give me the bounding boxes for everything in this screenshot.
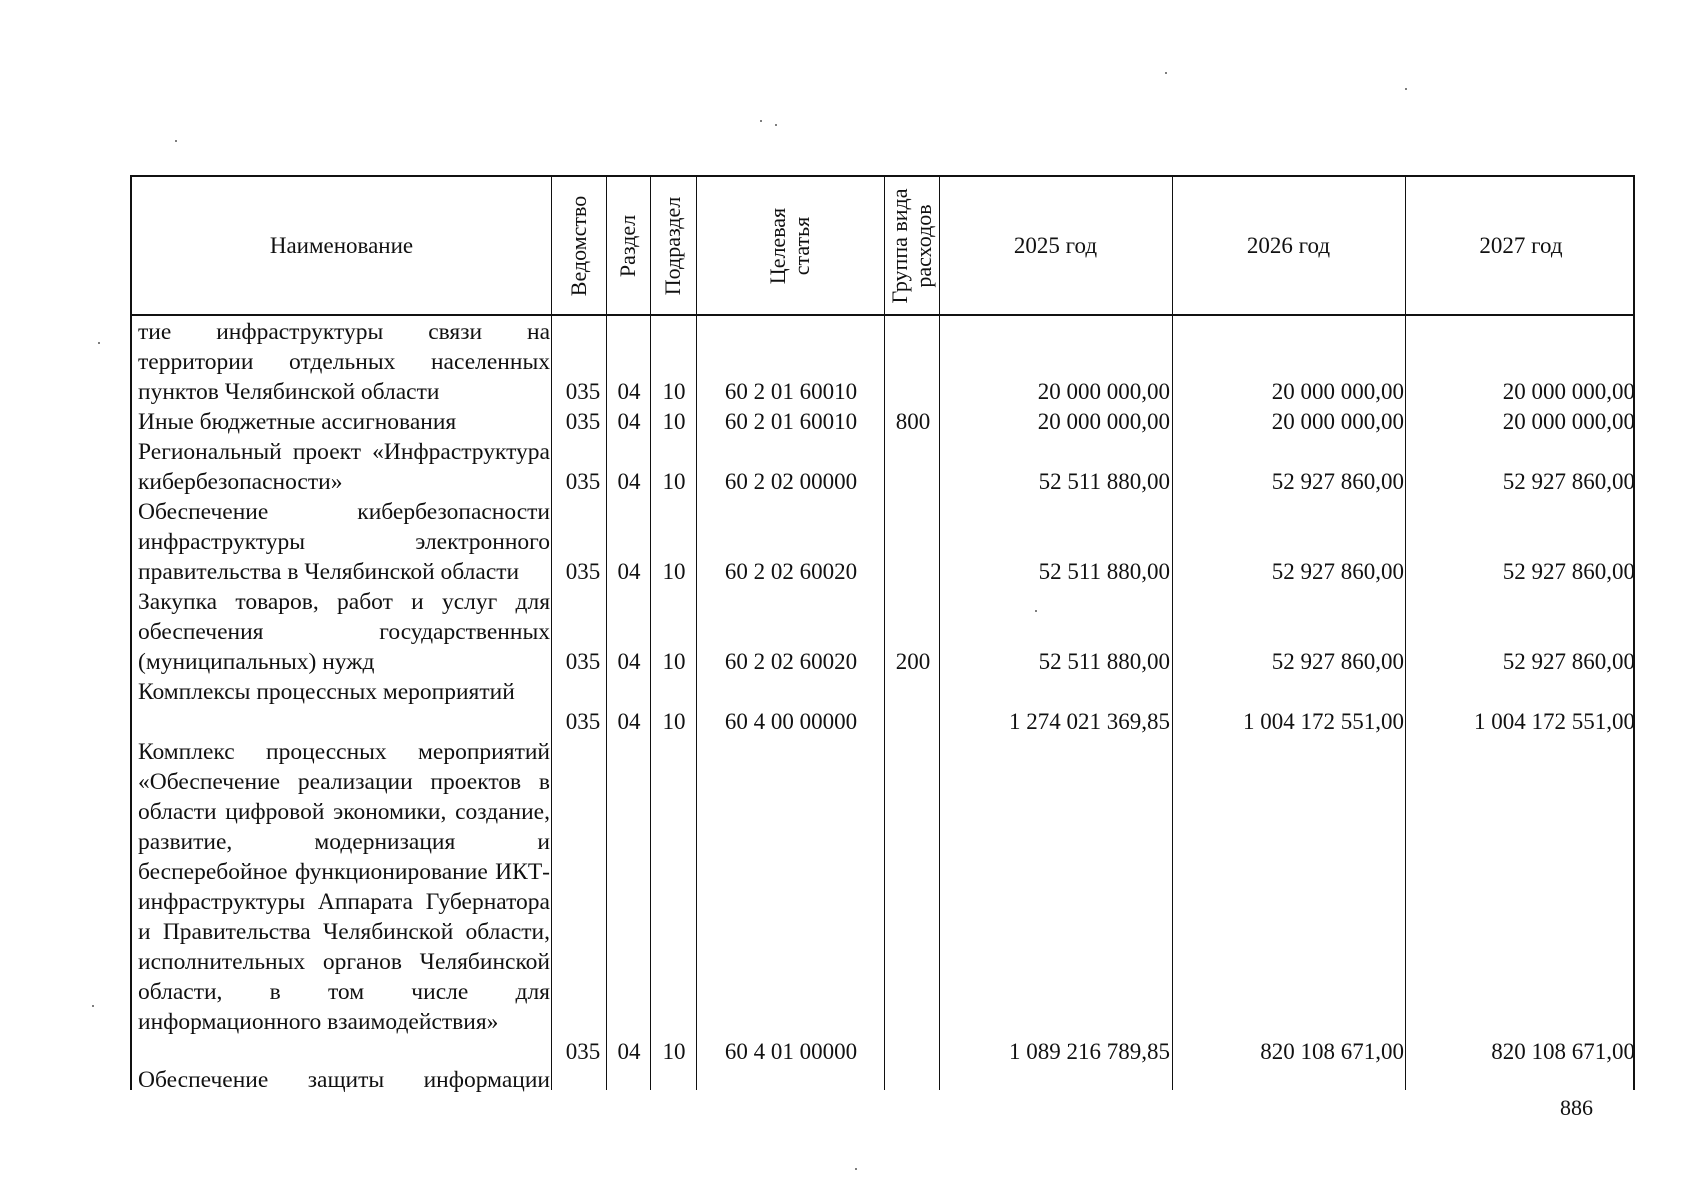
header-celevaya-line2: статья (789, 216, 814, 276)
row-podrazdel: 10 (662, 649, 686, 674)
table-row (132, 1067, 1637, 1092)
row-vedomstvo: 035 (565, 559, 601, 584)
header-celevaya (696, 177, 884, 315)
row-celevaya: 60 4 01 00000 (724, 1039, 858, 1064)
row-name: Региональный проект «Инфраструктура кибербезопасности» (138, 439, 550, 495)
table-row (132, 587, 1637, 677)
row-2026: 1 004 172 551,00 (1243, 709, 1404, 734)
row-name: Иные бюджетные ассигнования (138, 409, 457, 435)
header-podrazdel (650, 177, 696, 315)
header-2027-text: 2027 год (1479, 233, 1563, 258)
row-celevaya: 60 2 01 60010 (724, 409, 858, 434)
row-2026: 20 000 000,00 (1271, 409, 1404, 434)
header-gruppa-text (888, 189, 936, 304)
row-2027: 52 927 860,00 (1502, 469, 1635, 494)
row-name: тие инфраструктуры связи на территории отдельных населенных пунктов Челябинской области (138, 319, 550, 405)
row-2025: 52 511 880,00 (1038, 469, 1170, 494)
row-celevaya: 60 2 02 60020 (724, 649, 858, 674)
header-razdel (606, 177, 650, 315)
header-2025 (939, 177, 1172, 315)
scan-speck (1405, 88, 1407, 90)
header-2027 (1405, 177, 1637, 315)
row-2027: 20 000 000,00 (1502, 379, 1635, 404)
header-celevaya-line1: Целевая (765, 207, 790, 285)
row-celevaya: 60 2 02 00000 (724, 469, 858, 494)
header-2026 (1172, 177, 1405, 315)
row-2025: 20 000 000,00 (1037, 379, 1170, 404)
scan-speck (855, 1168, 857, 1170)
header-name (132, 177, 551, 315)
row-2025: 52 511 880,00 (1038, 559, 1170, 584)
row-podrazdel: 10 (662, 379, 686, 404)
header-gruppa-line2: расходов (910, 204, 936, 288)
scan-speck (1165, 72, 1167, 74)
page-number: 886 (1560, 1095, 1593, 1120)
header-2025-text: 2025 год (1013, 233, 1098, 258)
row-razdel: 04 (617, 1039, 641, 1064)
header-razdel-text: Раздел (615, 214, 640, 278)
row-celevaya: 60 2 02 60020 (724, 559, 858, 584)
row-gruppa: 200 (895, 649, 931, 674)
header-gruppa-line1: Группа вида (886, 188, 912, 304)
row-celevaya: 60 2 01 60010 (724, 379, 858, 404)
row-gruppa: 800 (895, 409, 931, 434)
table-row (132, 677, 1637, 737)
table-row (132, 737, 1637, 1067)
row-vedomstvo: 035 (565, 649, 601, 674)
scan-speck (92, 1005, 94, 1007)
row-vedomstvo: 035 (565, 1039, 601, 1064)
header-vedomstvo-text: Ведомство (565, 195, 591, 297)
header-celevaya-text (766, 208, 814, 284)
row-podrazdel: 10 (662, 469, 686, 494)
row-name: Комплексы процессных мероприятий (138, 679, 515, 705)
row-2026: 52 927 860,00 (1271, 469, 1404, 494)
scan-speck (775, 124, 777, 126)
row-razdel: 04 (617, 559, 641, 584)
row-podrazdel: 10 (662, 409, 686, 434)
row-vedomstvo: 035 (565, 379, 601, 404)
row-podrazdel: 10 (662, 559, 686, 584)
scan-speck (175, 140, 177, 142)
table-row (132, 407, 1637, 437)
header-vedomstvo (551, 177, 606, 315)
row-2027: 52 927 860,00 (1502, 649, 1635, 674)
row-name: Обеспечение кибербезопасности инфраструктуры электронного правительства в Челябинской области (138, 499, 550, 585)
header-podrazdel-text: Подраздел (660, 196, 685, 296)
row-razdel: 04 (617, 469, 641, 494)
row-razdel: 04 (617, 409, 641, 434)
row-celevaya: 60 4 00 00000 (724, 709, 858, 734)
row-2026: 20 000 000,00 (1271, 379, 1404, 404)
table-row (132, 317, 1637, 407)
header-2026-text: 2026 год (1246, 233, 1331, 258)
row-2027: 1 004 172 551,00 (1474, 709, 1635, 734)
scan-speck (98, 342, 100, 344)
row-2026: 820 108 671,00 (1260, 1039, 1404, 1064)
budget-table (130, 175, 1635, 1090)
table-row (132, 437, 1637, 497)
row-2025: 1 274 021 369,85 (1009, 709, 1170, 734)
row-2027: 52 927 860,00 (1502, 559, 1635, 584)
scan-speck (760, 120, 762, 122)
row-podrazdel: 10 (662, 1039, 686, 1064)
header-name-text: Наименование (269, 233, 414, 258)
row-2026: 52 927 860,00 (1271, 559, 1404, 584)
row-vedomstvo: 035 (565, 409, 601, 434)
row-2026: 52 927 860,00 (1271, 649, 1404, 674)
row-podrazdel: 10 (662, 709, 686, 734)
row-2027: 20 000 000,00 (1502, 409, 1635, 434)
table-row (132, 497, 1637, 587)
row-vedomstvo: 035 (565, 709, 601, 734)
row-vedomstvo: 035 (565, 469, 601, 494)
row-2025: 20 000 000,00 (1037, 409, 1170, 434)
row-razdel: 04 (617, 649, 641, 674)
row-name: Комплекс процессных мероприятий «Обеспечение реализации проектов в области цифровой экономики, создание, развитие, модернизация и бесперебойное функционирование ИКТ-инфраструктуры Аппарата Губернатора и Правительства Челябинской области, исполнительных органов Челябинской области, в том числе для информационного взаимодействия» (138, 739, 550, 1035)
row-name: Обеспечение защиты информации (138, 1067, 550, 1092)
row-razdel: 04 (617, 379, 641, 404)
row-razdel: 04 (617, 709, 641, 734)
header-gruppa (884, 177, 939, 315)
row-2025: 52 511 880,00 (1038, 649, 1170, 674)
row-name: Закупка товаров, работ и услуг для обеспечения государственных (муниципальных) нужд (138, 589, 550, 675)
row-2027: 820 108 671,00 (1491, 1039, 1635, 1064)
row-2025: 1 089 216 789,85 (1009, 1039, 1170, 1064)
